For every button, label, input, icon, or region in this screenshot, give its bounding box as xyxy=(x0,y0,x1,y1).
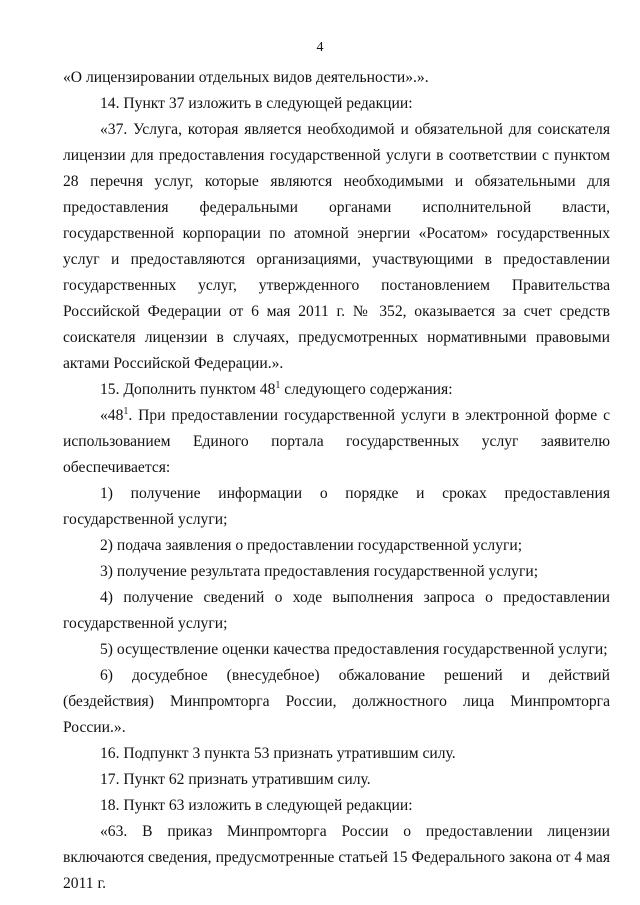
paragraph-text: . При предоставлении государственной услуги в электронной форме с использованием Единого портала государственных услуг заявителю обеспечивается: xyxy=(63,407,610,476)
list-item: 4) получение сведений о ходе выполнения запроса о предоставлении государственной услуги; xyxy=(63,589,610,632)
paragraph: «63. В приказ Минпромторга России о предоставлении лицензии включаются сведения, предусмотренные статьей 15 Федерального закона от 4 мая 2011 г. xyxy=(63,823,610,892)
paragraph: «37. Услуга, которая является необходимой и обязательной для соискателя лицензии для предоставления государственной услуги в соответствии с пунктом 28 перечня услуг, которые являются необходимыми и обязательными для предоставления федеральными органами исполнительной власти, государственной корпорации по атомной энергии «Росатом» государственных услуг и предоставляются организациями, участвующими в предоставлении государственных услуг, утвержденного постановлением Правительства Российской Федерации от 6 мая 2011 г. № 352, оказывается за счет средств соискателя лицензии в случаях, предусмотренных нормативными правовыми актами Российской Федерации.». xyxy=(63,121,610,372)
list-item: 6) досудебное (внесудебное) обжалование решений и действий (бездействия) Минпромторга России, должностного лица Минпромторга России.». xyxy=(63,667,610,736)
paragraph: 18. Пункт 63 изложить в следующей редакции: xyxy=(100,797,413,814)
superscript: 1 xyxy=(123,405,129,417)
paragraph: 14. Пункт 37 изложить в следующей редакции: xyxy=(100,95,413,112)
paragraph-text: следующего содержания: xyxy=(280,381,453,398)
list-item: 2) подача заявления о предоставлении государственной услуги; xyxy=(100,537,523,554)
list-item: 5) осуществление оценки качества предоставления государственной услуги; xyxy=(100,641,608,658)
paragraph-text: 15. Дополнить пунктом 48 xyxy=(100,381,276,398)
paragraph xyxy=(63,377,610,403)
list-item: 3) получение результата предоставления государственной услуги; xyxy=(100,563,539,580)
paragraph: 17. Пункт 62 признать утратившим силу. xyxy=(100,771,371,788)
list-item: 1) получение информации о порядке и сроках предоставления государственной услуги; xyxy=(63,485,610,528)
paragraph: «О лицензировании отдельных видов деятельности».». xyxy=(63,69,429,86)
superscript: 1 xyxy=(275,379,281,391)
page-number: 4 xyxy=(316,40,324,55)
paragraph-text: «48 xyxy=(100,407,124,424)
paragraph xyxy=(63,403,610,481)
document-body xyxy=(63,65,610,897)
paragraph: 16. Подпункт 3 пункта 53 признать утратившим силу. xyxy=(100,745,456,762)
